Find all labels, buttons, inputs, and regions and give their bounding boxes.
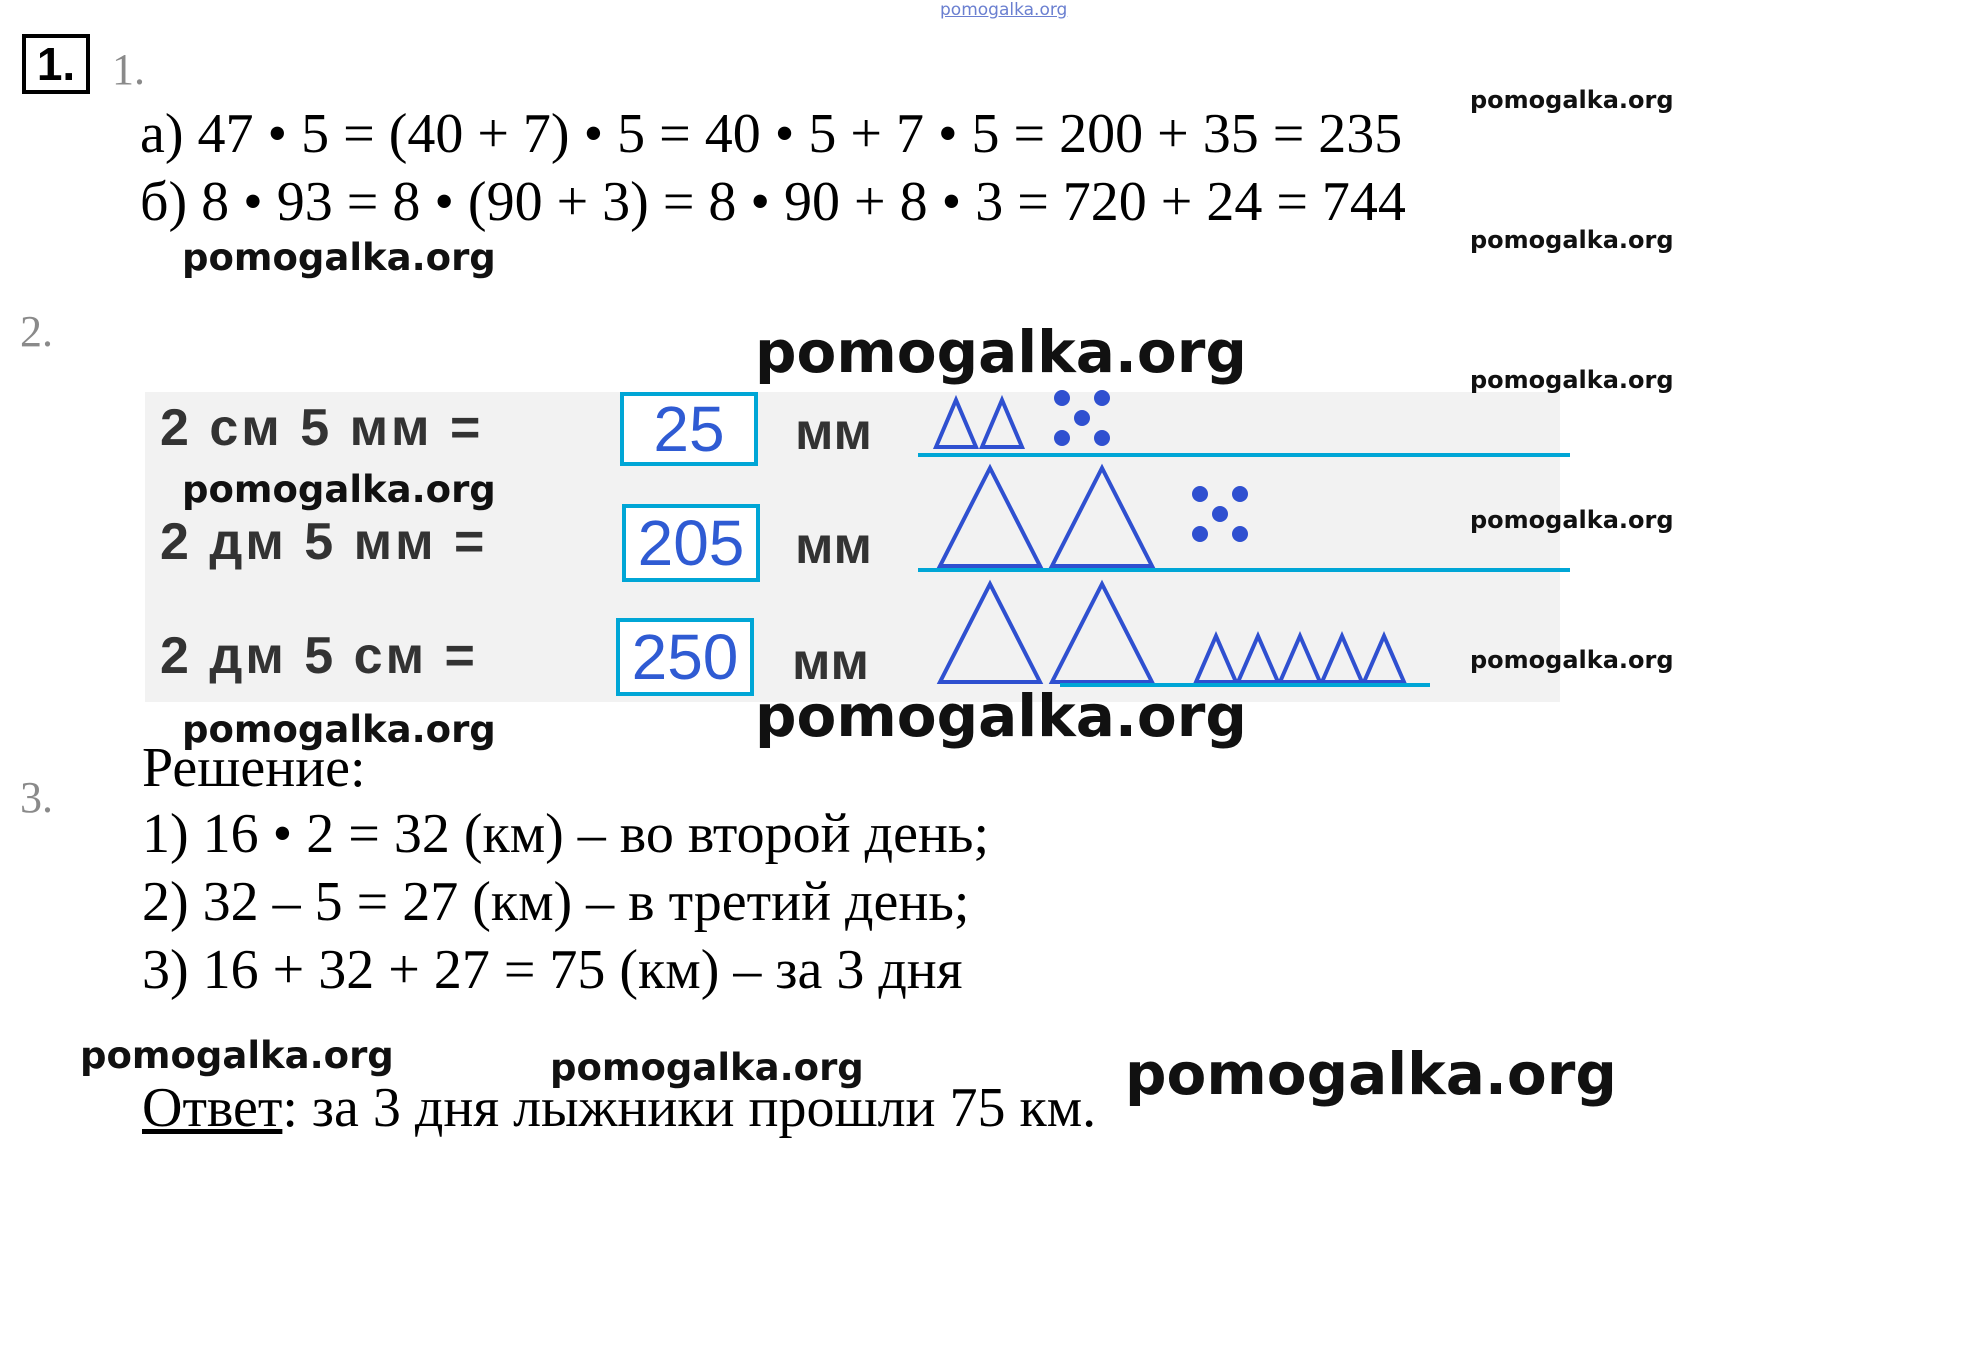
watermark-medium: pomogalka.org [80,1034,394,1077]
top-watermark[interactable]: pomogalka.org [940,0,1068,20]
conversion-row-3-answer-box: 250 [616,618,754,696]
dot [1094,390,1110,406]
conversion-row-3-unit: мм [792,633,869,691]
big-triangle [1052,468,1152,566]
solution-step-1: 1) 16 • 2 = 32 (км) – во второй день; [142,803,989,865]
part1-equation-b: б) 8 • 93 = 8 • (90 + 3) = 8 • 90 + 8 • 3 = 720 + 24 = 744 [140,171,1406,233]
watermark-small: pomogalka.org [1470,226,1674,254]
dot [1232,486,1248,502]
small-triangle [1322,636,1362,682]
big-triangle [940,584,1040,682]
conversion-row-1-answer-box: 25 [620,392,758,466]
dot [1054,390,1070,406]
small-triangle [1196,636,1236,682]
answer-text: : за 3 дня лыжники прошли 75 км. [282,1077,1097,1139]
watermark-medium: pomogalka.org [182,468,496,511]
dot [1212,506,1228,522]
conversion-row-3-expression: 2 дм 5 см = [160,627,478,685]
task-number: 1. [22,34,90,94]
answer-label: Ответ [142,1077,283,1139]
watermark-small: pomogalka.org [1470,646,1674,674]
small-triangle [982,400,1022,447]
watermark-small: pomogalka.org [1470,366,1674,394]
watermark-small: pomogalka.org [1470,506,1674,534]
watermark-large: pomogalka.org [1125,1040,1617,1108]
dot [1074,410,1090,426]
solution-label: Решение: [142,737,366,799]
small-triangle [936,400,976,447]
conversion-row-1-unit: мм [795,403,872,461]
watermark-large: pomogalka.org [755,682,1247,750]
small-triangle [1238,636,1278,682]
conversion-row-2-expression: 2 дм 5 мм = [160,513,488,571]
dot [1232,526,1248,542]
watermark-medium: pomogalka.org [182,236,496,279]
small-triangle [1364,636,1404,682]
part2-number: 2. [20,307,53,356]
dot [1192,526,1208,542]
conversion-row-2-unit: мм [795,517,872,575]
big-triangle [1052,584,1152,682]
dot [1094,430,1110,446]
solution-step-2: 2) 32 – 5 = 27 (км) – в третий день; [142,871,970,933]
part3-number: 3. [20,773,53,822]
dot [1054,430,1070,446]
conversion-row-1-expression: 2 см 5 мм = [160,399,484,457]
watermark-medium: pomogalka.org [550,1046,864,1089]
watermark-large: pomogalka.org [755,318,1247,386]
part1-equation-a: а) 47 • 5 = (40 + 7) • 5 = 40 • 5 + 7 • 5 = 200 + 35 = 235 [140,103,1403,165]
watermark-small: pomogalka.org [1470,86,1674,114]
dot [1192,486,1208,502]
big-triangle [940,468,1040,566]
conversion-row-2-answer-box: 205 [622,504,760,582]
watermark-medium: pomogalka.org [182,708,496,751]
part1-number: 1. [112,45,145,94]
small-triangle [1280,636,1320,682]
solution-step-3: 3) 16 + 32 + 27 = 75 (км) – за 3 дня [142,939,963,1001]
